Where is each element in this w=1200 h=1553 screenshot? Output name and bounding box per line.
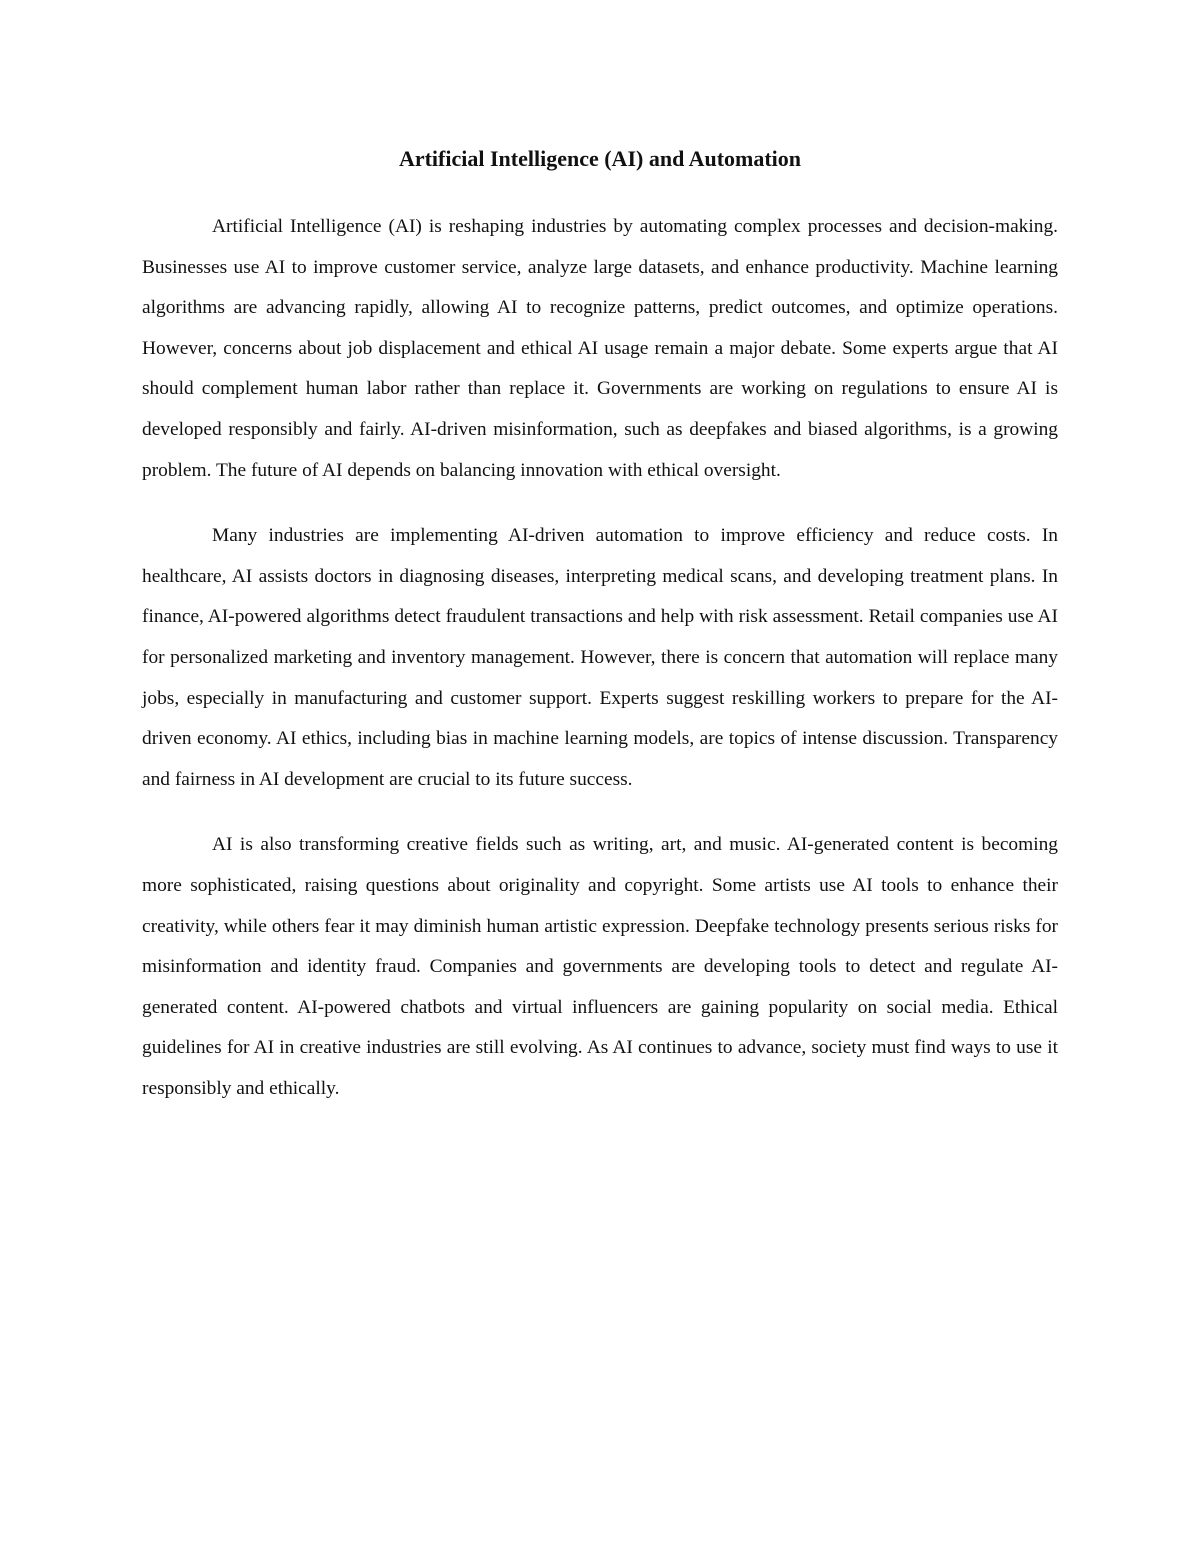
paragraph-2: Many industries are implementing AI-driven automation to improve efficiency and reduce costs. In healthcare, AI assists doctors in diagnosing diseases, interpreting medical scans, and developing treatment plans. In finance, AI-powered algorithms detect fraudulent transactions and help with risk assessment. Retail companies use AI for personalized marketing and inventory management. However, there is concern that automation will replace many jobs, especially in manufacturing and customer support. Experts suggest reskilling workers to prepare for the AI-driven economy. AI ethics, including bias in machine learning models, are topics of intense discussion. Transparency and fairness in AI development are crucial to its future success. xyxy=(142,525,1058,790)
paragraph-1: Artificial Intelligence (AI) is reshaping industries by automating complex processes and decision-making. Businesses use AI to improve customer service, analyze large datasets, and enhance productivity. Machine learning algorithms are advancing rapidly, allowing AI to recognize patterns, predict outcomes, and optimize operations. However, concerns about job displacement and ethical AI usage remain a major debate. Some experts argue that AI should complement human labor rather than replace it. Governments are working on regulations to ensure AI is developed responsibly and fairly. AI-driven misinformation, such as deepfakes and biased algorithms, is a growing problem. The future of AI depends on balancing innovation with ethical oversight. xyxy=(142,216,1058,481)
document-body xyxy=(142,207,1058,1134)
paragraph-3: AI is also transforming creative fields such as writing, art, and music. AI-generated content is becoming more sophisticated, raising questions about originality and copyright. Some artists use AI tools to enhance their creativity, while others fear it may diminish human artistic expression. Deepfake technology presents serious risks for misinformation and identity fraud. Companies and governments are developing tools to detect and regulate AI-generated content. AI-powered chatbots and virtual influencers are gaining popularity on social media. Ethical guidelines for AI in creative industries are still evolving. As AI continues to advance, society must find ways to use it responsibly and ethically. xyxy=(142,834,1058,1099)
document-title: Artificial Intelligence (AI) and Automation xyxy=(398,146,802,171)
